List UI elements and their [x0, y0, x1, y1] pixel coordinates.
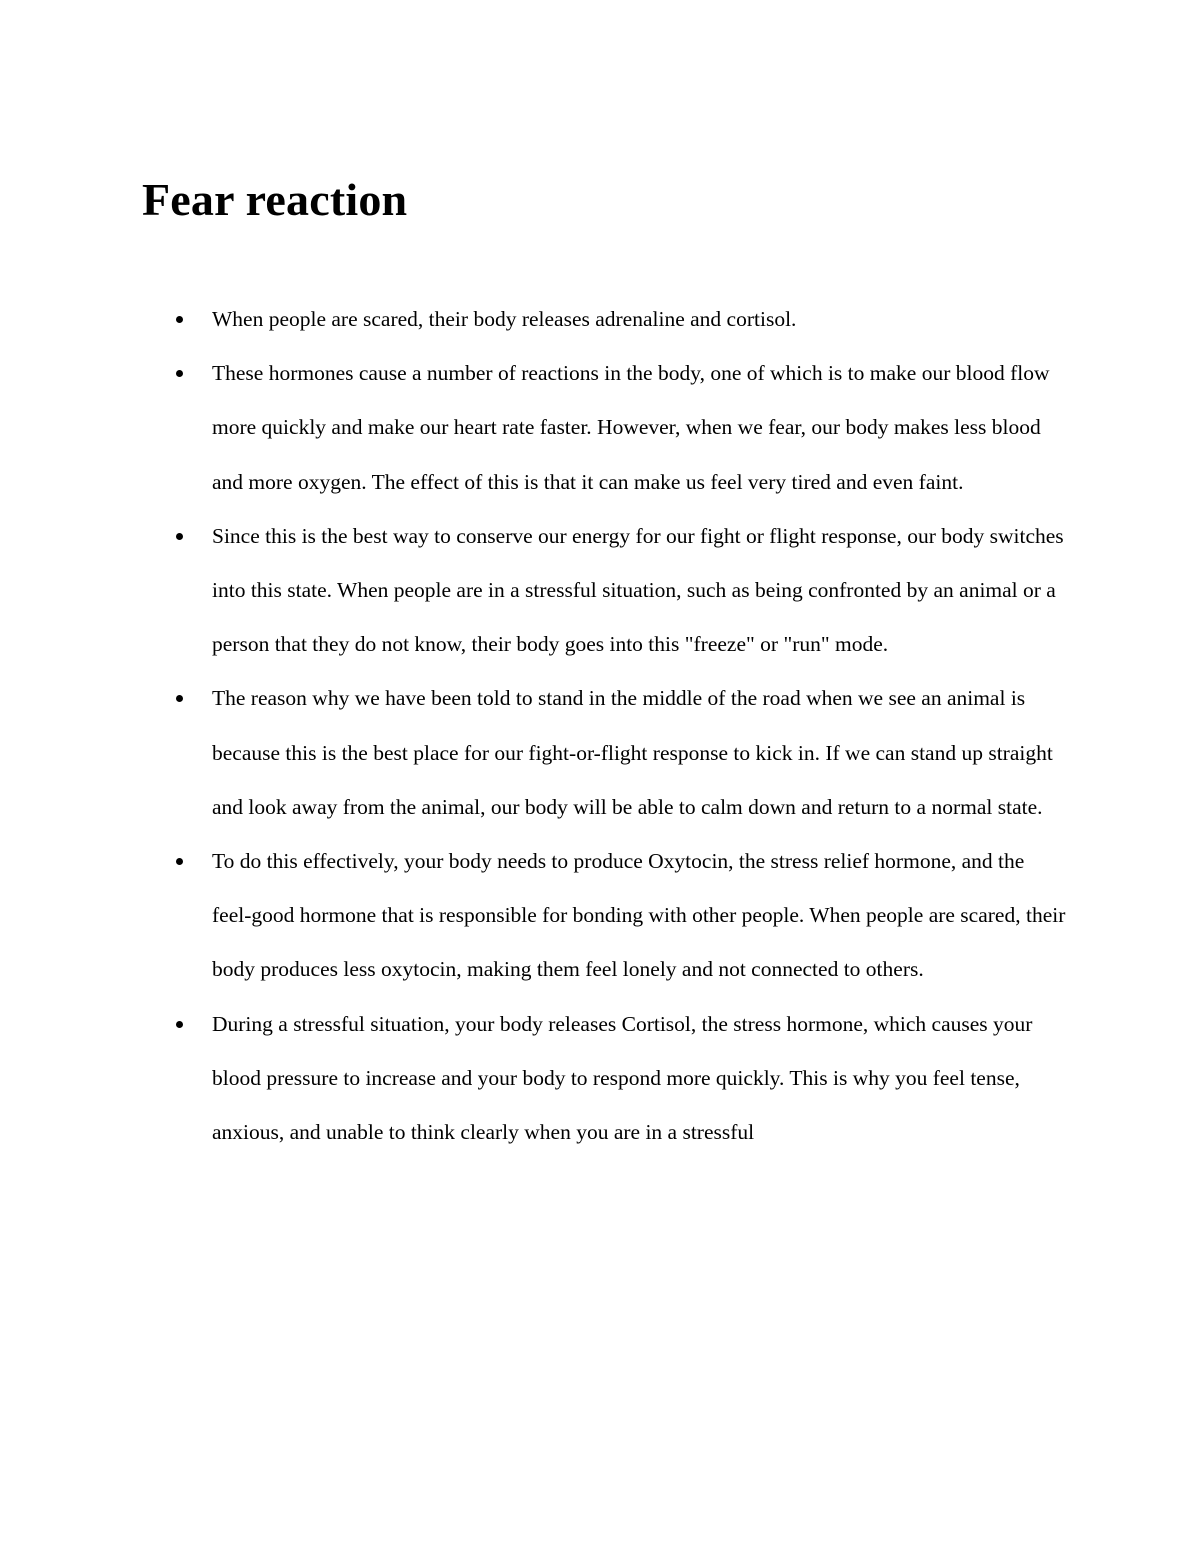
bullet-icon [176, 695, 183, 702]
bullet-icon [176, 1021, 183, 1028]
list-item [0, 346, 1068, 509]
list-item [0, 671, 1068, 834]
bullet-icon [176, 316, 183, 323]
page-title: Fear reaction [142, 174, 408, 225]
list-item-text: When people are scared, their body releases adrenaline and cortisol. [212, 307, 797, 331]
list-item [0, 509, 1068, 672]
list-item-text: Since this is the best way to conserve our energy for our fight or flight response, our body switches into this state. When people are in a stressful situation, such as being confronted by an animal or a person that they do not know, their body goes into this "freeze" or "run" mode. [212, 523, 1064, 657]
bullet-list [0, 292, 1200, 1159]
list-item [0, 997, 1068, 1160]
bullet-icon [176, 370, 183, 377]
list-item-text: The reason why we have been told to stand in the middle of the road when we see an animal is because this is the best place for our fight-or-flight response to kick in. If we can stand up straight and look away from the animal, our body will be able to calm down and return to a normal state. [212, 686, 1053, 819]
list-item-text: To do this effectively, your body needs to produce Oxytocin, the stress relief hormone, and the feel-good hormone that is responsible for bonding with other people. When people are scared, their body produces less oxytocin, making them feel lonely and not connected to others. [212, 849, 1066, 982]
bullet-icon [176, 533, 183, 540]
list-item [0, 834, 1068, 997]
list-item [0, 292, 1068, 346]
list-item-text: These hormones cause a number of reactions in the body, one of which is to make our blood flow more quickly and make our heart rate faster. However, when we fear, our body makes less blood and more oxygen. The effect of this is that it can make us feel very tired and even faint. [212, 361, 1050, 494]
bullet-icon [176, 858, 183, 865]
list-item-text: During a stressful situation, your body releases Cortisol, the stress hormone, which causes your blood pressure to increase and your body to respond more quickly. This is why you feel tense, anxious, and unable to think clearly when you are in a stressful [212, 1011, 1033, 1145]
